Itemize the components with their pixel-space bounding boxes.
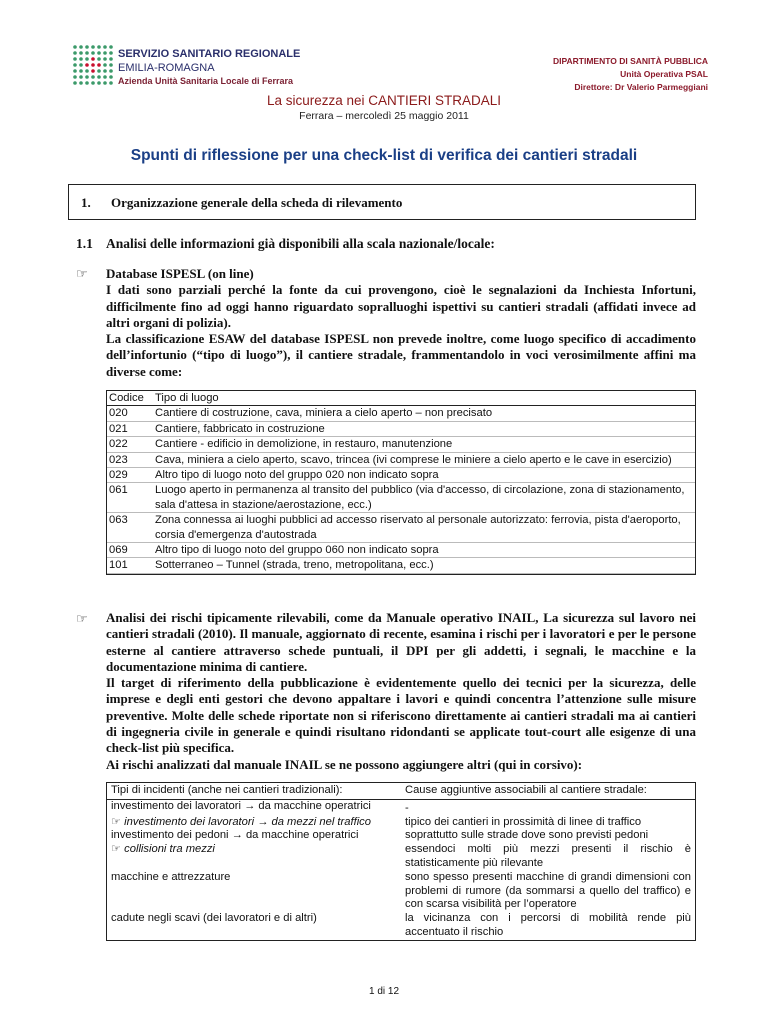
logo-dot [97,63,101,67]
logo-dot [109,57,113,61]
logo-dot [79,63,83,67]
logo-dot [109,75,113,79]
logo-dot [73,69,77,73]
logo-dot [85,63,89,67]
incident-type-cell [107,799,401,815]
pointing-hand-icon: ☞ [76,266,88,281]
code-cell: 069 [107,543,153,558]
place-type-cell: Altro tipo di luogo noto del gruppo 020 non indicato sopra [153,468,695,483]
table-row [107,421,695,436]
incident-type-cell [107,843,401,871]
logo-dot [79,75,83,79]
table-row [107,816,695,830]
table-row [107,468,695,483]
logo-dot [109,45,113,49]
section-number: 1. [81,195,91,210]
logo-dot [73,45,77,49]
place-type-cell: Luogo aperto in permanenza al transito del pubblico (via d'accesso, di circolazione, zona di stazionamento, sala d'attesa in stazione/aerostazione, ecc.) [153,483,695,513]
logo-dot [103,51,107,55]
logo-dot [85,57,89,61]
luogo-table [107,391,695,574]
logo-dot [97,69,101,73]
code-cell: 023 [107,452,153,467]
logo-dot [103,69,107,73]
place-type-cell: Cantiere, fabbricato in costruzione [153,421,695,436]
logo-dot [73,57,77,61]
logo-dot [79,81,83,85]
bullet1-paragraph1: I dati sono parziali perché la fonte da cui provengono, cioè le segnalazioni da Inchiesta Infortuni, difficilmente fino ad oggi hanno riguardato sopralluoghi ispettivi su cantieri stradali (affidati invece ad altri organi di polizia). [106,282,696,330]
logo-dot [103,63,107,67]
cause-cell: essendoci molti più mezzi presenti il rischio è statisticamente più rilevante [405,843,691,869]
header-cell: Codice [107,391,153,406]
section-title: Organizzazione generale della scheda di rilevamento [111,195,403,210]
logo-dot [103,57,107,61]
logo-dot [97,81,101,85]
subsection-number: 1.1 [76,236,93,251]
logo-dot [103,81,107,85]
logo-dot [85,51,89,55]
pointing-hand-icon: ☞ [111,843,125,856]
place-type-cell: Altro tipo di luogo noto del gruppo 060 non indicato sopra [153,543,695,558]
table-row [107,843,695,871]
page-title: Spunti di riflessione per una check-list di verifica dei cantieri stradali [130,147,638,164]
code-cell: 022 [107,437,153,452]
bullet2-p1-bold: Analisi dei rischi tipicamente rilevabili, come da Manuale operativo INAIL, La sicurezza sul lavoro nei cantieri stradali (2010). [106,610,696,642]
logo-dot [73,51,77,55]
header-cell: Tipi di incidenti (anche nei cantieri tradizionali): [107,783,401,799]
incident-type-text: investimento dei lavoratori → da mezzi nel traffico [124,815,371,828]
cause-cell: sono spesso presenti macchine di grandi dimensioni con problemi di rumore (da sommarsi a quello del traffico) e con scarsa visibilità per l’operatore [405,870,691,911]
code-cell: 029 [107,468,153,483]
logo-dot [109,51,113,55]
logo-dot [85,81,89,85]
logo-dot [79,45,83,49]
cause-cell: tipico dei cantieri in prossimità di linee di traffico [405,815,642,828]
dept-line3: Direttore: Dr Valerio Parmeggiani [574,82,708,92]
bullet2-paragraph3: Ai rischi analizzati dal manuale INAIL se ne possono aggiungere altri (qui in corsivo): [106,756,583,772]
ssr-logo-grid [72,44,114,86]
code-cell: 061 [107,483,153,513]
incidents-table-wrapper [106,782,696,941]
cause-cell: la vicinanza con i percorsi di mobilità rende più accentuato il rischio [405,912,691,938]
table-row [107,452,695,467]
logo-dot [73,63,77,67]
bullet2-block [106,610,696,773]
table-row [107,871,695,912]
cause-cell: soprattutto sulle strade dove sono previsti pedoni [405,829,649,842]
logo-dot [91,81,95,85]
page-number: 1 di 12 [368,986,400,997]
department-block [553,55,708,94]
logo-dot [91,45,95,49]
code-cell: 063 [107,513,153,543]
logo-dot [91,75,95,79]
logo-dot [103,45,107,49]
dept-line1: DIPARTIMENTO DI SANITÀ PUBBLICA [552,56,708,66]
incident-type-cell [107,912,401,940]
incident-type-cell [107,816,401,830]
logo-dot [97,51,101,55]
table-row [107,483,695,513]
pointing-hand-icon: ☞ [76,611,88,626]
code-cell: 021 [107,421,153,436]
incident-type-cell [107,829,401,843]
header-cell: Cause aggiuntive associabili al cantiere stradale: [401,783,695,799]
table-row [107,912,695,940]
code-cell: 101 [107,558,153,573]
incidents-table [107,783,695,940]
place-type-cell: Cantiere - edificio in demolizione, in restauro, manutenzione [153,437,695,452]
logo-dot [85,45,89,49]
logo-dot [91,69,95,73]
place-type-cell: Cantiere di costruzione, cava, miniera a cielo aperto – non precisato [153,406,695,421]
bullet2-paragraph2: Il target di riferimento della pubblicazione è evidentemente quello dei tecnici per la sicurezza, delle imprese e degli enti gestori che devono appaltare i lavori e quindi concentra l’attenzione sulle misure preventive. Molte delle schede riportate non si riferiscono direttamente ai cantieri stradali ma ai cantieri di ingegneria civile in generale e quindi risultano ridondanti se applicate tout-court alle esigenze di una check-list più specifica. [106,675,696,756]
incident-type-text: collisioni tra mezzi [124,843,215,856]
logo-dot [73,81,77,85]
logo-dot [109,63,113,67]
section-heading-box [68,184,696,220]
logo-dot [79,69,83,73]
table-header-row [107,391,695,406]
header-cell: Tipo di luogo [153,391,695,406]
luogo-table-wrapper [106,390,696,575]
subsection-title: Analisi delle informazioni già disponibili alla scala nazionale/locale: [106,236,495,251]
logo-dot [97,57,101,61]
logo-dot [79,57,83,61]
pointing-hand-icon: ☞ [111,815,125,828]
table-row [107,513,695,543]
place-type-cell: Sotterraneo – Tunnel (strada, treno, metropolitana, ecc.) [153,558,695,573]
table-row [107,437,695,452]
logo-dot [103,75,107,79]
org-name-line1: SERVIZIO SANITARIO REGIONALE [118,48,301,60]
event-date: Ferrara – mercoledì 25 maggio 2011 [299,110,469,122]
subsection-heading [76,236,495,252]
cause-cell: - [405,801,409,814]
table-row [107,799,695,815]
logo-dot [91,57,95,61]
place-type-cell: Cava, miniera a cielo aperto, scavo, trincea (ivi comprese le miniere a cielo aperto e le cave in esercizio) [153,452,695,467]
place-type-cell: Zona connessa ai luoghi pubblici ad accesso riservato al personale autorizzato: ferrovia, pista d'aeroporto, corsia d'emergenza d'autostrada [153,513,695,543]
logo-dot [109,81,113,85]
table-row [107,543,695,558]
logo-dot [85,69,89,73]
incident-type-cell [107,871,401,912]
code-cell: 020 [107,406,153,421]
logo-dot [97,45,101,49]
incident-type-text: investimento dei lavoratori → da macchine operatrici [111,799,371,812]
logo-dot [97,75,101,79]
bullet2-paragraph1 [106,610,696,675]
table-row [107,829,695,843]
event-title: La sicurezza nei CANTIERI STRADALI [266,93,502,108]
dept-line2: Unità Operativa PSAL [620,69,708,79]
bullet1-block [106,266,696,380]
logo-dot [73,75,77,79]
logo-dot [91,51,95,55]
incident-type-text: investimento dei pedoni → da macchine operatrici [111,829,359,842]
bullet2-p1-rest: Il manuale, aggiornato di recente, esamina i rischi per i lavoratori e per le persone esterne al cantiere attraverso schede puntuali, il DPI per gli addetti, i segnali, le macchine e la documentazione minima di cantiere. [106,626,696,674]
logo-dot [85,75,89,79]
bullet1-paragraph2: La classificazione ESAW del database ISPESL non prevede inoltre, come luogo specifico di accadimento dell’infortunio (“tipo di luogo”), il cantiere stradale, frammentandolo in voci verosimilmente affini ma diverse come: [106,331,696,379]
incident-type-text: cadute negli scavi (dei lavoratori e di altri) [111,912,317,925]
logo-dot [109,69,113,73]
table-header-row [107,783,695,799]
org-name-line3: Azienda Unità Sanitaria Locale di Ferrara [118,76,294,86]
bullet1-heading: Database ISPESL (on line) [106,266,254,281]
table-row [107,558,695,573]
logo-dot [79,51,83,55]
table-row [107,406,695,421]
logo-dot [91,63,95,67]
org-name-line2: EMILIA-ROMAGNA [118,62,215,74]
incident-type-text: macchine e attrezzature [111,870,231,883]
